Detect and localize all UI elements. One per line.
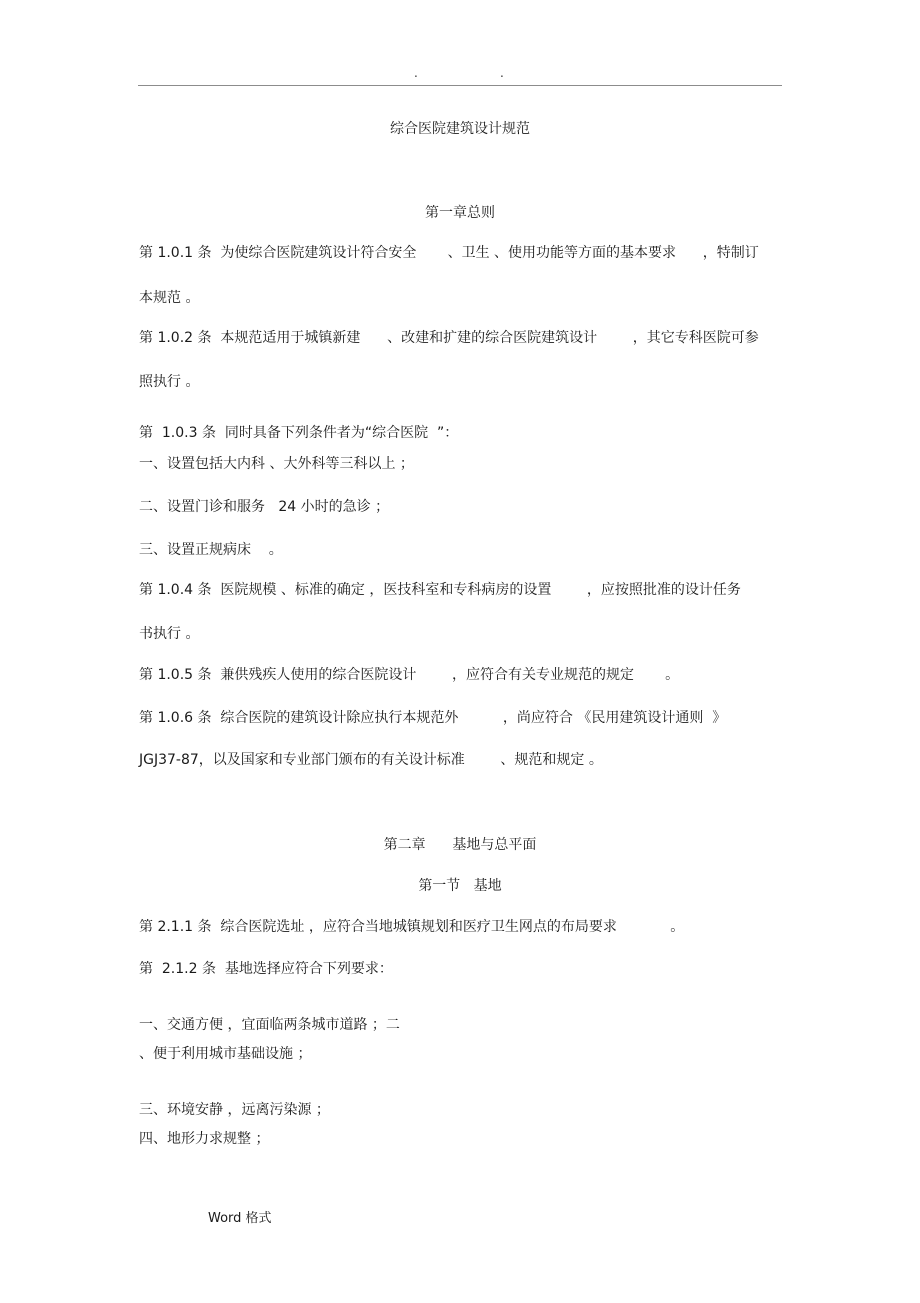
paragraph-line: 书执行 。 xyxy=(139,626,200,642)
paragraph-line: JGJ37-87，以及国家和专业部门颁布的有关设计标准 、规范和规定 。 xyxy=(139,752,603,768)
paragraph-line: 本规范 。 xyxy=(139,290,200,306)
list-item: 三、设置正规病床 。 xyxy=(139,542,283,558)
paragraph-line: 第 1.0.5 条 兼供残疾人使用的综合医院设计 ，应符合有关专业规范的规定 。 xyxy=(139,667,680,683)
paragraph-line: 第 2.1.2 条 基地选择应符合下列要求： xyxy=(139,961,393,977)
header-rule xyxy=(138,85,782,86)
list-item: 二、设置门诊和服务 24 小时的急诊 ； xyxy=(139,499,390,515)
list-item: 、便于利用城市基础设施 ； xyxy=(139,1046,312,1062)
header-dot-left: . xyxy=(414,66,418,80)
footer-label: Word 格式 xyxy=(208,1211,272,1226)
paragraph-line: 第 1.0.6 条 综合医院的建筑设计除应执行本规范外 ，尚应符合 《民用建筑设计通则 》 xyxy=(139,710,727,726)
header-dot-right: . xyxy=(500,66,504,80)
list-item: 四、地形力求规整 ； xyxy=(139,1131,270,1147)
section-heading: 第一节 基地 xyxy=(418,878,502,894)
paragraph-line: 第 1.0.1 条 为使综合医院建筑设计符合安全 、卫生 、使用功能等方面的基本要求 ，特制订 xyxy=(139,245,759,261)
paragraph-line: 第 2.1.1 条 综合医院选址 ，应符合当地城镇规划和医疗卫生网点的布局要求 。 xyxy=(139,919,685,935)
paragraph-line: 第 1.0.3 条 同时具备下列条件者为“综合医院 ”： xyxy=(139,425,459,441)
paragraph-line: 第 1.0.2 条 本规范适用于城镇新建 、改建和扩建的综合医院建筑设计 ，其它专科医院可参 xyxy=(139,330,759,346)
list-item: 一、设置包括大内科 、大外科等三科以上 ； xyxy=(139,456,414,472)
paragraph-line: 照执行 。 xyxy=(139,374,200,390)
document-title: 综合医院建筑设计规范 xyxy=(390,121,530,137)
list-item: 三、环境安静 ，远离污染源 ； xyxy=(139,1102,330,1118)
chapter1-heading: 第一章总则 xyxy=(425,205,495,221)
chapter2-heading: 第二章 基地与总平面 xyxy=(383,837,537,853)
paragraph-line: 第 1.0.4 条 医院规模 、标准的确定 ，医技科室和专科病房的设置 ，应按照批准的设计任务 xyxy=(139,582,741,598)
list-item: 一、交通方便 ，宜面临两条城市道路 ；二 xyxy=(139,1017,400,1033)
